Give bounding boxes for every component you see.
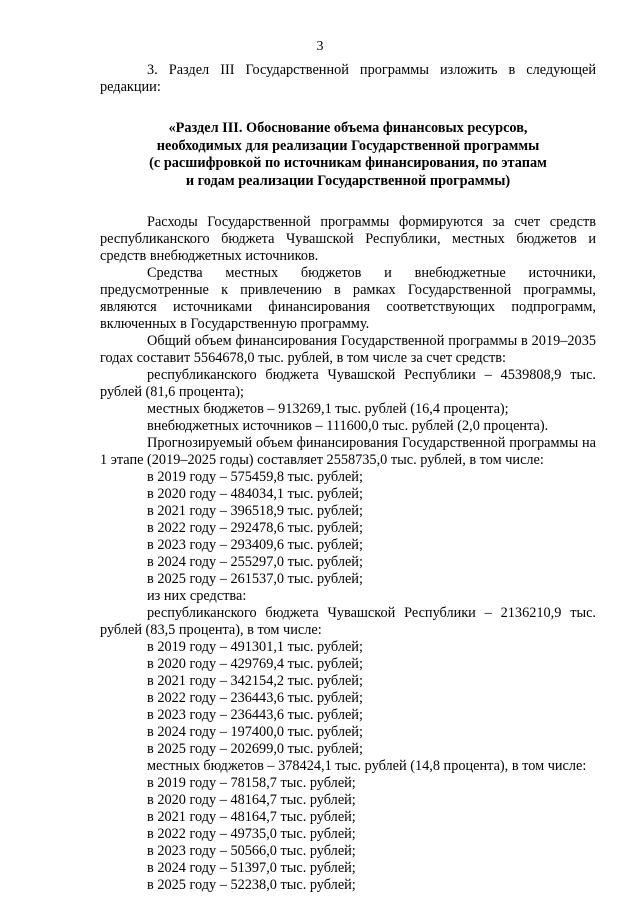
paragraph-expenses: Расходы Государственной программы формируются за счет средств республиканского бюджета Чувашской Республики, местных бюджетов и средств внебюджетных источников. — [100, 214, 596, 264]
list-item: в 2022 году – 292478,6 тыс. рублей; — [147, 520, 363, 536]
line-extrabudgetary: внебюджетных источников – 111600,0 тыс. рублей (2,0 процента). — [147, 418, 549, 434]
list-item: в 2024 году – 197400,0 тыс. рублей; — [147, 724, 363, 740]
list-item: в 2021 году – 342154,2 тыс. рублей; — [147, 673, 363, 689]
list-item: в 2023 году – 293409,6 тыс. рублей; — [147, 537, 363, 553]
list-item: в 2025 году – 261537,0 тыс. рублей; — [147, 571, 363, 587]
list-item: в 2020 году – 429769,4 тыс. рублей; — [147, 656, 363, 672]
list-years-republic — [100, 639, 596, 758]
list-item: в 2023 году – 236443,6 тыс. рублей; — [147, 707, 363, 723]
list-item: в 2021 году – 48164,7 тыс. рублей; — [147, 809, 356, 825]
list-item: в 2019 году – 575459,8 тыс. рублей; — [147, 469, 363, 485]
paragraph-sources: Средства местных бюджетов и внебюджетные источники, предусмотренные к привлечению в рамках Государственной программы, являются источниками финансирования соответствующих подпрограмм, включенных в Государственную программу. — [100, 265, 596, 332]
list-item: в 2021 году – 396518,9 тыс. рублей; — [147, 503, 363, 519]
intro-paragraph: 3. Раздел III Государственной программы изложить в следующей редакции: — [100, 62, 596, 95]
list-item: в 2024 году – 255297,0 тыс. рублей; — [147, 554, 363, 570]
list-years-total — [100, 469, 596, 588]
heading-line: (с расшифровкой по источникам финансирования, по этапам — [149, 155, 547, 171]
list-item: в 2025 году – 202699,0 тыс. рублей; — [147, 741, 363, 757]
line-local-budgets-stage-one: местных бюджетов – 378424,1 тыс. рублей (14,8 процента), в том числе: — [147, 758, 587, 774]
line-of-them: из них средства: — [147, 588, 247, 604]
list-item: в 2020 году – 484034,1 тыс. рублей; — [147, 486, 363, 502]
list-item: в 2019 году – 491301,1 тыс. рублей; — [147, 639, 363, 655]
list-item: в 2025 году – 52238,0 тыс. рублей; — [147, 877, 356, 893]
document-body — [100, 62, 596, 894]
list-item: в 2020 году – 48164,7 тыс. рублей; — [147, 792, 356, 808]
paragraph-stage-one: Прогнозируемый объем финансирования Государственной программы на 1 этапе (2019–2025 годы) составляет 2558735,0 тыс. рублей, в том числе: — [100, 435, 596, 468]
list-item: в 2024 году – 51397,0 тыс. рублей; — [147, 860, 356, 876]
heading-line: и годам реализации Государственной программы) — [185, 172, 511, 189]
line-local-budgets: местных бюджетов – 913269,1 тыс. рублей (16,4 процента); — [147, 401, 509, 417]
page-number: 3 — [316, 39, 324, 54]
paragraph-republic-stage-one: республиканского бюджета Чувашской Республики – 2136210,9 тыс. рублей (83,5 процента), в том числе: — [100, 605, 596, 638]
section-heading — [100, 120, 596, 190]
list-item: в 2022 году – 49735,0 тыс. рублей; — [147, 826, 356, 842]
list-item: в 2023 году – 50566,0 тыс. рублей; — [147, 843, 356, 859]
paragraph-total-volume: Общий объем финансирования Государственной программы в 2019–2035 годах составит 5564678,0 тыс. рублей, в том числе за счет средств: — [100, 333, 596, 366]
heading-line: необходимых для реализации Государственной программы — [156, 137, 540, 154]
list-item: в 2022 году – 236443,6 тыс. рублей; — [147, 690, 363, 706]
heading-line: «Раздел III. Обоснование объема финансовых ресурсов, — [168, 120, 528, 136]
list-item: в 2019 году – 78158,7 тыс. рублей; — [147, 775, 356, 791]
paragraph-republic-budget: республиканского бюджета Чувашской Республики – 4539808,9 тыс. рублей (81,6 процента); — [100, 367, 596, 400]
list-years-local — [100, 775, 596, 894]
